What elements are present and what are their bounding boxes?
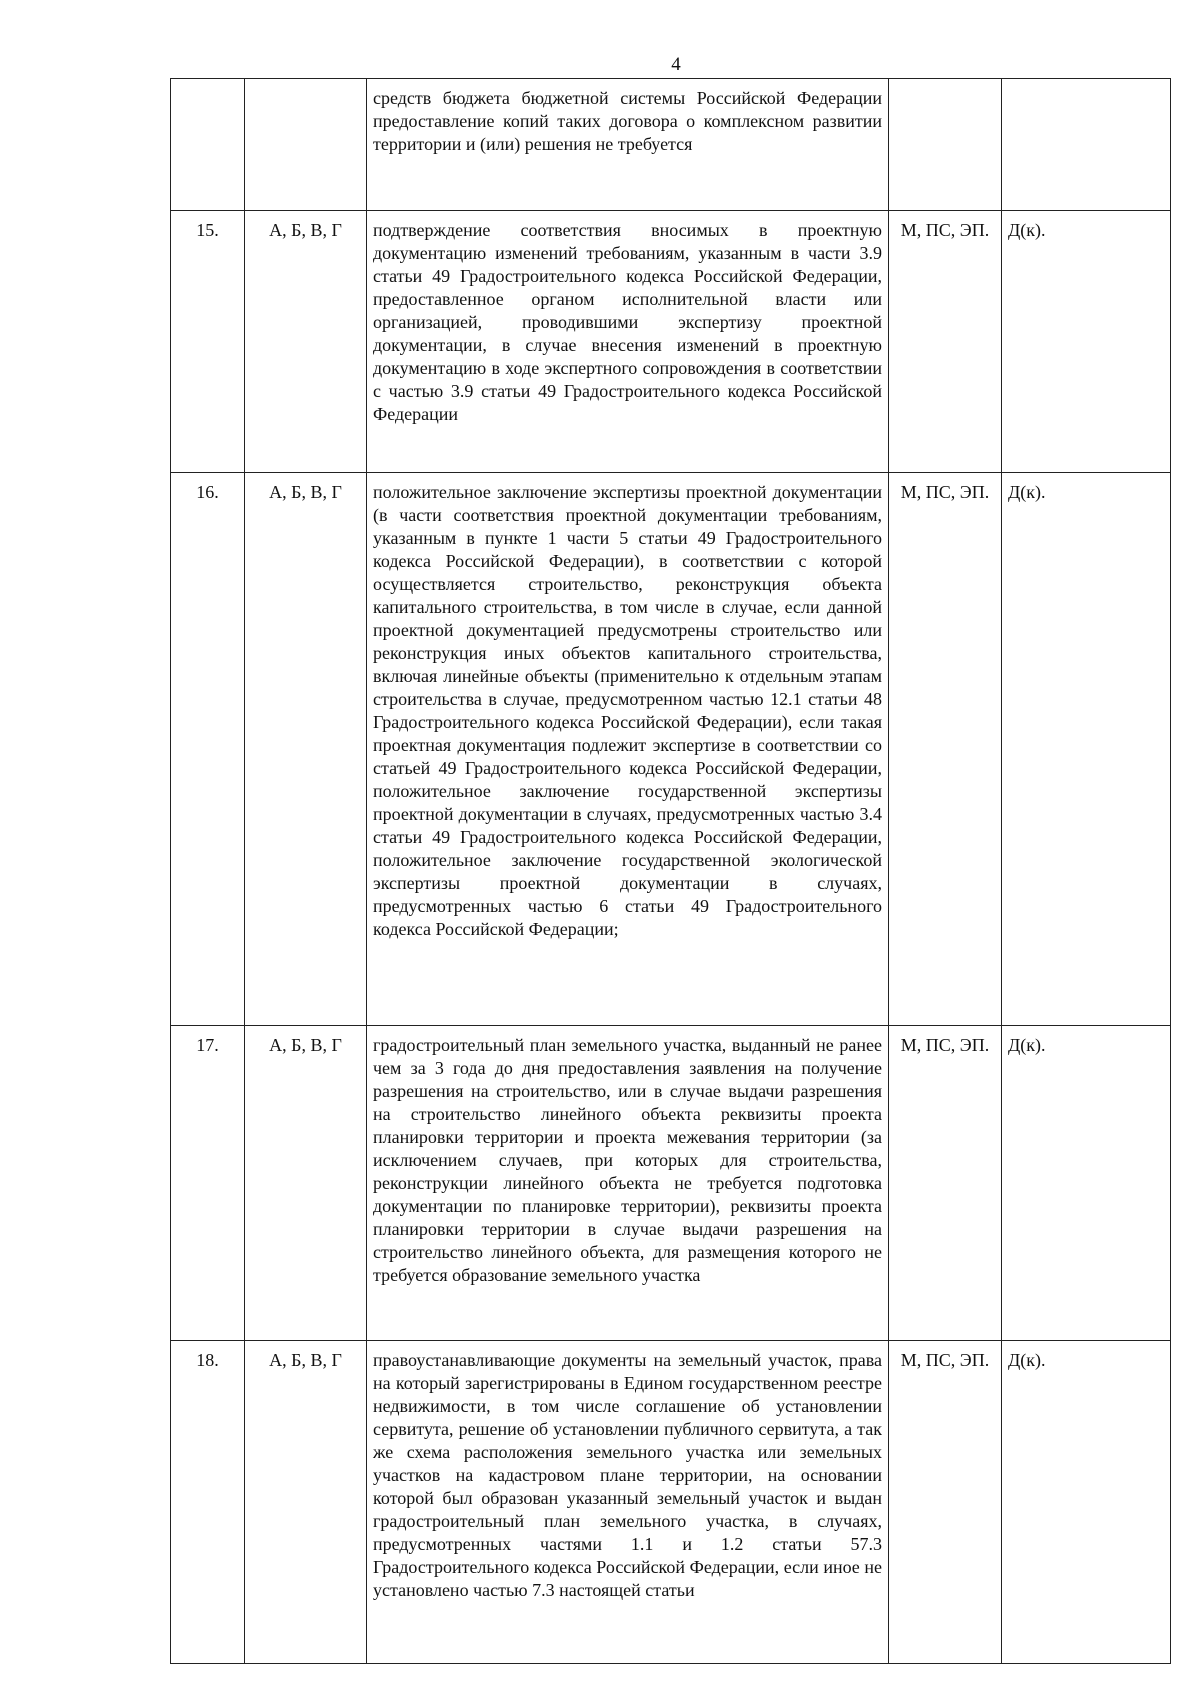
cell-format [889,79,1002,211]
table-row [171,473,1171,1026]
table-row [171,211,1171,473]
cell-categories: А, Б, В, Г [245,1026,367,1341]
cell-number: 18. [171,1341,245,1664]
cell-description: правоустанавливающие документы на земельный участок, права на который зарегистрированы в Едином государственном реестре недвижимости, в том числе соглашение об установлении сервитута, решение об установлении публичного сервитута, а так же схема расположения земельного участка или земельных участков на кадастровом плане территории, на основании которой был образован указанный земельный участок и выдан градостроительный план земельного участка, в случаях, предусмотренных частями 1.1 и 1.2 статьи 57.3 Градостроительного кодекса Российской Федерации, если иное не установлено частью 7.3 настоящей статьи [367,1341,889,1664]
cell-number: 16. [171,473,245,1026]
cell-number: 17. [171,1026,245,1341]
cell-type [1002,79,1171,211]
page-number: 4 [671,54,681,75]
table-row-continuation [171,79,1171,211]
cell-format: М, ПС, ЭП. [889,211,1002,473]
cell-type: Д(к). [1002,473,1171,1026]
cell-description: градостроительный план земельного участка, выданный не ранее чем за 3 года до дня предоставления заявления на получение разрешения на строительство, или в случае выдачи разрешения на строительство линейного объекта реквизиты проекта планировки территории и проекта межевания территории (за исключением случаев, при которых для строительства, реконструкции линейного объекта не требуется подготовка документации по планировке территории), реквизиты проекта планировки территории в случае выдачи разрешения на строительство линейного объекта, для размещения которого не требуется образование земельного участка [367,1026,889,1341]
cell-categories: А, Б, В, Г [245,1341,367,1664]
cell-description: подтверждение соответствия вносимых в проектную документацию изменений требованиям, указанным в части 3.9 статьи 49 Градостроительного кодекса Российской Федерации, предоставленное органом исполнительной власти или организацией, проводившими экспертизу проектной документации, в случае внесения изменений в проектную документацию в ходе экспертного сопровождения в соответствии с частью 3.9 статьи 49 Градостроительного кодекса Российской Федерации [367,211,889,473]
cell-type: Д(к). [1002,1026,1171,1341]
cell-format: М, ПС, ЭП. [889,1026,1002,1341]
table-row [171,1341,1171,1664]
cell-categories: А, Б, В, Г [245,211,367,473]
cell-description: положительное заключение экспертизы проектной документации (в части соответствия проектной документации требованиям, указанным в пункте 1 части 5 статьи 49 Градостроительного кодекса Российской Федерации), в соответствии с которой осуществляется строительство, реконструкция объекта капитального строительства, в том числе в случае, если данной проектной документацией предусмотрены строительство или реконструкция иных объектов капитального строительства, включая линейные объекты (применительно к отдельным этапам строительства в случае, предусмотренном частью 12.1 статьи 48 Градостроительного кодекса Российской Федерации), если такая проектная документация подлежит экспертизе в соответствии со статьей 49 Градостроительного кодекса Российской Федерации, положительное заключение государственной экспертизы проектной документации в случаях, предусмотренных частью 3.4 статьи 49 Градостроительного кодекса Российской Федерации, положительное заключение государственной экологической экспертизы проектной документации в случаях, предусмотренных частью 6 статьи 49 Градостроительного кодекса Российской Федерации; [367,473,889,1026]
cell-description: средств бюджета бюджетной системы Российской Федерации предоставление копий таких договора о комплексном развитии территории и (или) решения не требуется [367,79,889,211]
cell-type: Д(к). [1002,211,1171,473]
table-row [171,1026,1171,1341]
cell-number: 15. [171,211,245,473]
cell-format: М, ПС, ЭП. [889,1341,1002,1664]
cell-format: М, ПС, ЭП. [889,473,1002,1026]
cell-categories [245,79,367,211]
cell-type: Д(к). [1002,1341,1171,1664]
cell-number [171,79,245,211]
requirements-table [170,78,1171,1664]
cell-categories: А, Б, В, Г [245,473,367,1026]
